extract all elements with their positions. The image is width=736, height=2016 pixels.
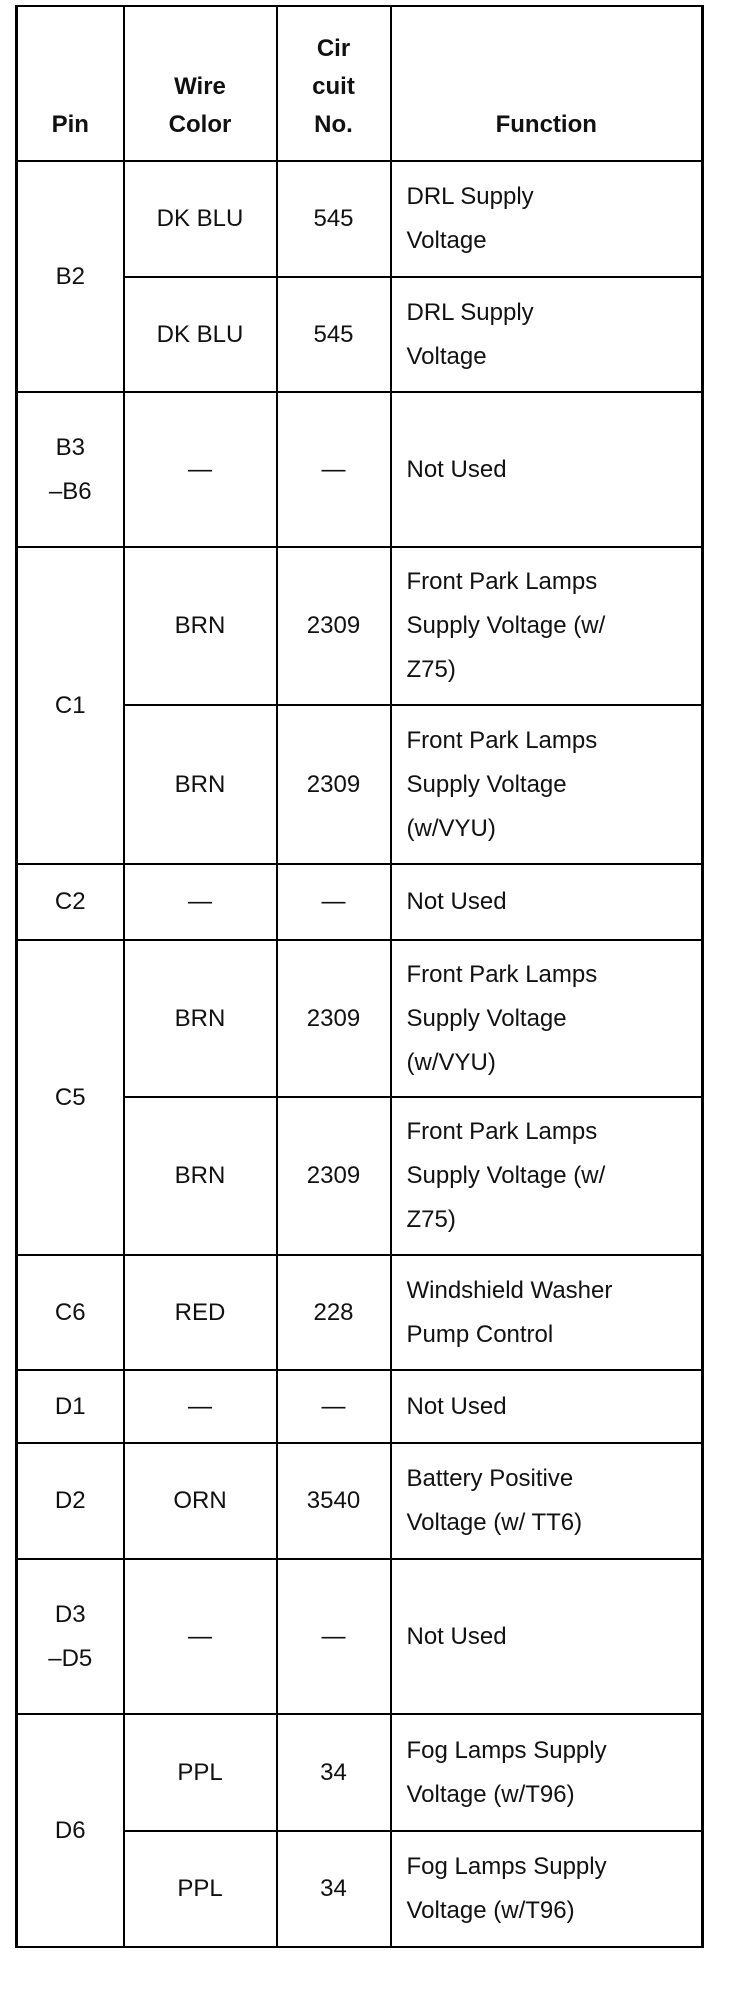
connector-pinout-table bbox=[15, 5, 704, 1948]
table-row bbox=[17, 1443, 703, 1559]
wire-color-cell: — bbox=[124, 1370, 277, 1443]
function-cell bbox=[391, 1255, 703, 1370]
function-line: Front Park Lamps bbox=[406, 960, 598, 988]
pin-label: –D5 bbox=[48, 1644, 93, 1672]
pin-label: C1 bbox=[54, 691, 86, 719]
pin-label: D6 bbox=[54, 1816, 86, 1844]
function-line: Voltage (w/T96) bbox=[406, 1780, 575, 1808]
wire-color-cell: PPL bbox=[124, 1714, 277, 1831]
function-line: Windshield Washer bbox=[406, 1276, 613, 1304]
pin-label: C5 bbox=[54, 1083, 86, 1111]
function-cell bbox=[391, 392, 703, 547]
wire-color-cell: BRN bbox=[124, 940, 277, 1097]
pin-cell bbox=[17, 1443, 124, 1559]
function-cell bbox=[391, 547, 703, 705]
wire-color-cell: ORN bbox=[124, 1443, 277, 1559]
function-cell bbox=[391, 705, 703, 864]
table-body bbox=[17, 161, 703, 1947]
circuit-number-cell: 34 bbox=[277, 1714, 391, 1831]
wire-color-cell: DK BLU bbox=[124, 161, 277, 277]
circuit-number-cell: 2309 bbox=[277, 547, 391, 705]
header-function-label: Function bbox=[495, 111, 597, 138]
pin-cell bbox=[17, 547, 124, 864]
circuit-number-cell: 34 bbox=[277, 1831, 391, 1947]
function-cell bbox=[391, 1714, 703, 1831]
function-cell bbox=[391, 1443, 703, 1559]
function-line: DRL Supply bbox=[406, 183, 534, 210]
header-row bbox=[17, 6, 703, 161]
pin-label: D1 bbox=[54, 1392, 86, 1420]
table-row bbox=[17, 392, 703, 547]
circuit-number-cell: 228 bbox=[277, 1255, 391, 1370]
function-line: Not Used bbox=[406, 888, 507, 915]
function-line: Not Used bbox=[406, 1392, 507, 1420]
function-line: Front Park Lamps bbox=[406, 726, 598, 754]
circuit-number-cell: 3540 bbox=[277, 1443, 391, 1559]
table-row bbox=[17, 864, 703, 940]
table-row bbox=[17, 1714, 703, 1831]
pin-label: B2 bbox=[55, 262, 85, 290]
function-line: Fog Lamps Supply bbox=[406, 1736, 607, 1764]
wire-color-cell: — bbox=[124, 1559, 277, 1714]
function-cell bbox=[391, 1097, 703, 1255]
function-line: Supply Voltage (w/ bbox=[406, 1162, 606, 1189]
function-line: (w/VYU) bbox=[406, 1048, 496, 1076]
circuit-number-cell: 545 bbox=[277, 161, 391, 277]
header-wire-color-line-1: Wire bbox=[174, 73, 226, 100]
circuit-number-cell: 2309 bbox=[277, 1097, 391, 1255]
table-row bbox=[17, 1255, 703, 1370]
wire-color-cell: BRN bbox=[124, 705, 277, 864]
pin-cell bbox=[17, 1370, 124, 1443]
pin-cell bbox=[17, 1714, 124, 1947]
header-wire-color bbox=[124, 6, 277, 161]
function-line: Pump Control bbox=[406, 1320, 554, 1348]
function-line: Voltage bbox=[406, 342, 487, 370]
pin-cell bbox=[17, 1255, 124, 1370]
wire-color-cell: BRN bbox=[124, 1097, 277, 1255]
wire-color-cell: PPL bbox=[124, 1831, 277, 1947]
function-line: Supply Voltage (w/ bbox=[406, 612, 606, 639]
circuit-number-cell: — bbox=[277, 1559, 391, 1714]
wire-color-cell: — bbox=[124, 864, 277, 940]
function-line: Z75) bbox=[406, 656, 456, 683]
table-row bbox=[17, 161, 703, 277]
function-line: Voltage (w/T96) bbox=[406, 1897, 575, 1924]
function-cell bbox=[391, 161, 703, 277]
function-line: Supply Voltage bbox=[406, 770, 567, 798]
pin-cell bbox=[17, 1559, 124, 1714]
function-cell bbox=[391, 277, 703, 392]
function-cell bbox=[391, 1559, 703, 1714]
circuit-number-cell: 2309 bbox=[277, 705, 391, 864]
pin-cell bbox=[17, 864, 124, 940]
wire-color-cell: RED bbox=[124, 1255, 277, 1370]
pin-label: D2 bbox=[54, 1487, 86, 1514]
circuit-number-cell: 2309 bbox=[277, 940, 391, 1097]
function-line: Z75) bbox=[406, 1206, 456, 1233]
wire-color-cell: BRN bbox=[124, 547, 277, 705]
function-cell bbox=[391, 1370, 703, 1443]
header-pin-label: Pin bbox=[51, 111, 89, 138]
wire-color-cell: — bbox=[124, 392, 277, 547]
table-row bbox=[17, 1559, 703, 1714]
function-line: Voltage (w/ TT6) bbox=[406, 1509, 583, 1536]
header-circuit-no-line-3: No. bbox=[314, 111, 353, 138]
circuit-number-cell: — bbox=[277, 1370, 391, 1443]
circuit-number-cell: — bbox=[277, 864, 391, 940]
function-line: DRL Supply bbox=[406, 298, 534, 326]
table-row bbox=[17, 547, 703, 705]
pin-label: C2 bbox=[54, 888, 86, 915]
header-function bbox=[391, 6, 703, 161]
pin-cell bbox=[17, 392, 124, 547]
header-wire-color-line-2: Color bbox=[168, 111, 232, 138]
pin-label: –B6 bbox=[48, 477, 92, 505]
pin-label: C6 bbox=[54, 1298, 86, 1326]
function-cell bbox=[391, 864, 703, 940]
function-line: Voltage bbox=[406, 227, 487, 254]
circuit-number-cell: — bbox=[277, 392, 391, 547]
function-line: Not Used bbox=[406, 1622, 507, 1650]
pin-label: B3 bbox=[55, 433, 85, 461]
function-line: Not Used bbox=[406, 455, 507, 483]
table-row bbox=[17, 1370, 703, 1443]
function-line: Supply Voltage bbox=[406, 1004, 567, 1032]
circuit-number-cell: 545 bbox=[277, 277, 391, 392]
function-line: (w/VYU) bbox=[406, 814, 496, 842]
function-line: Front Park Lamps bbox=[406, 568, 598, 595]
header-circuit-no bbox=[277, 6, 391, 161]
function-line: Battery Positive bbox=[406, 1465, 574, 1492]
function-cell bbox=[391, 1831, 703, 1947]
header-circuit-no-line-2: cuit bbox=[312, 73, 355, 100]
table-row bbox=[17, 940, 703, 1097]
function-cell bbox=[391, 940, 703, 1097]
pin-label: D3 bbox=[54, 1600, 86, 1628]
function-line: Fog Lamps Supply bbox=[406, 1853, 607, 1880]
header-circuit-no-line-1: Cir bbox=[316, 35, 351, 62]
pin-cell bbox=[17, 161, 124, 392]
pin-cell bbox=[17, 940, 124, 1255]
header-pin bbox=[17, 6, 124, 161]
wire-color-cell: DK BLU bbox=[124, 277, 277, 392]
connector-pinout-table-wrapper bbox=[15, 5, 704, 1948]
function-line: Front Park Lamps bbox=[406, 1118, 598, 1145]
